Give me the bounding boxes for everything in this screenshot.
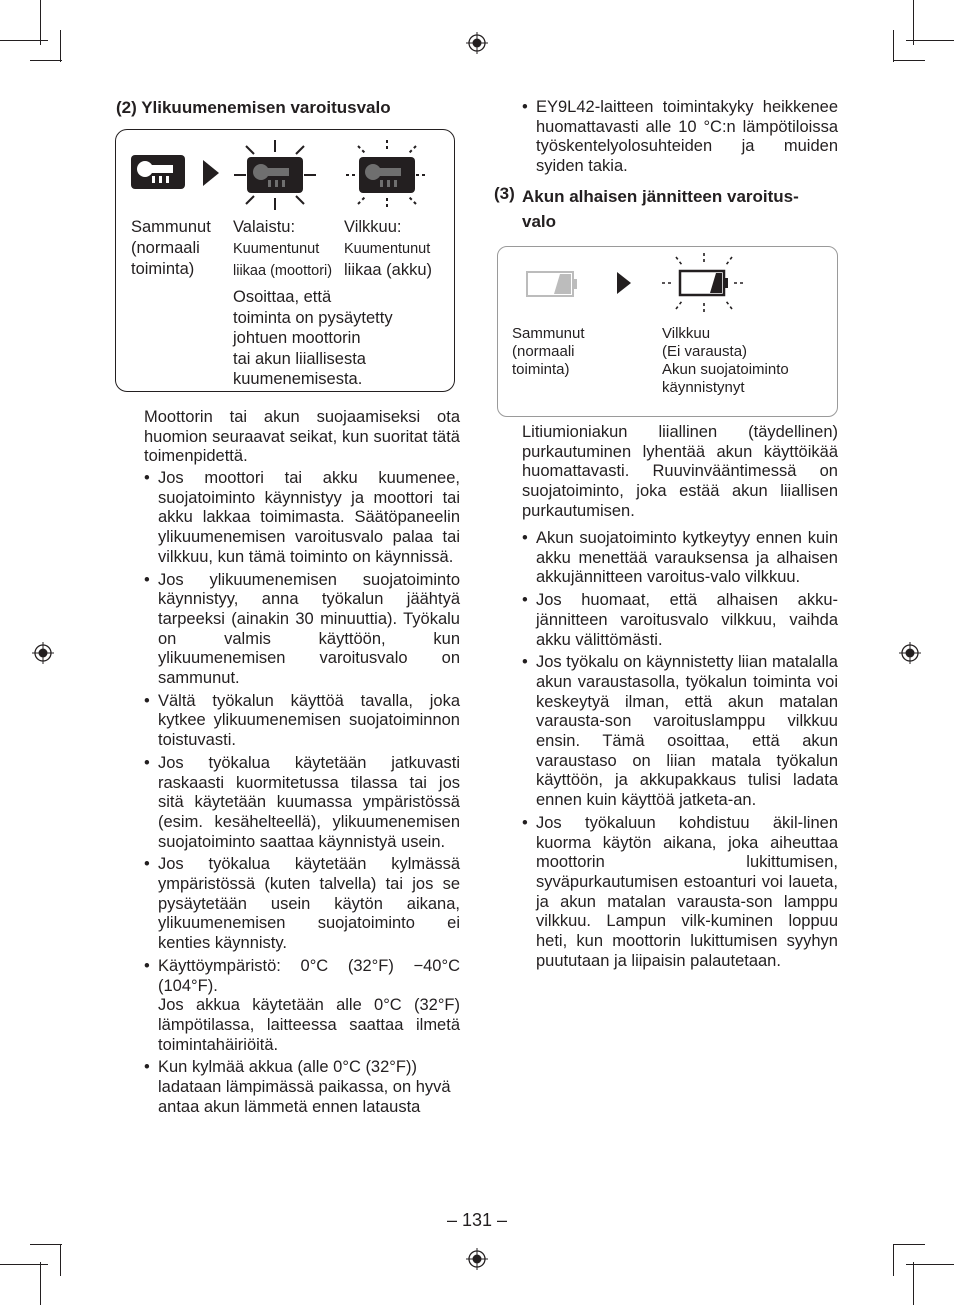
label-off: Sammunut (normaali toiminta) — [131, 218, 211, 278]
crop-mark — [893, 1244, 894, 1276]
list-item: • Jos työkaluun kohdistuu äkil-linen kuorma käytön aikana, joka aiheuttaa moottorin lukittumisen, syväpurkautumisen estoanturi voi laueta, ja akun matalan varausta-son lamppu vilkkuu. Lampun vilk-kuminen loppuu heti, kun moottorin lukittumisen syyhyn puututaan ja liipaisin palautetaan. — [522, 814, 838, 972]
list-item: • Vältä työkalun käyttöä tavalla, joka kytkee ylikuumenemisen suojatoiminnon toistuvasti. — [144, 692, 460, 751]
arrow-right-icon — [617, 272, 631, 294]
list-item: • Jos huomaat, että alhaisen akku-jännitteen varoitusvalo vilkkuu, vaihda akku välittömästi. — [522, 591, 838, 650]
battery-label-blink: Vilkkuu (Ei varausta) Akun suojatoiminto käynnistynyt — [662, 325, 789, 396]
registration-mark-icon — [32, 642, 54, 664]
section-heading-number: (3) — [494, 184, 515, 203]
crop-mark — [893, 1244, 925, 1245]
list-item: • Jos työkalua käytetään jatkuvasti raskaasti kuormitetussa tilassa tai jos sitä käytetään kuumassa ympäristössä (esim. kesähelteellä), ylikuumenemisen suojatoiminto saattaa käynnistyä usein. — [144, 754, 460, 853]
crop-mark — [30, 1244, 62, 1245]
section-heading-low-voltage: Akun alhaisen jännitteen varoitus- valo — [522, 187, 799, 231]
low-voltage-diagram-box — [497, 246, 838, 417]
battery-label-off: Sammunut (normaali toiminta) — [512, 325, 585, 378]
label-blink: Vilkkuu: Kuumentunut liikaa (akku) — [344, 218, 433, 279]
registration-mark-icon — [466, 1248, 488, 1270]
thermometer-blink-icon — [346, 140, 428, 210]
overheat-diagram-box — [115, 129, 455, 392]
crop-mark — [60, 30, 61, 62]
crop-mark — [60, 1244, 61, 1276]
crop-mark — [893, 30, 894, 62]
list-item: • Jos työkalu on käynnistetty liian matalalla akun varaustasolla, työkalun toiminta voi keskeytyä ilman, että akun matalan varausta-son varoituslamppu vilkkuu ensin. Tämä osoittaa, että akun varaustaso on liian matala työkalun käyttöön, ja akkupakkaus tulisi ladata ennen kuin käyttöä jatketa-an. — [522, 653, 838, 811]
list-item: • Kun kylmää akkua (alle 0°C (32°F)) ladataan lämpimässä paikassa, on hyvä antaa akun lämmetä ennen latausta — [144, 1058, 460, 1117]
low-voltage-intro: Litiumioniakun liiallinen (täydellinen) purkautuminen lyhentää akun käyttöikää huomattavasti. Ruuvinvääntimessä on suojatoiminto, joka estää akun liiallisen purkautumisen. — [522, 423, 838, 520]
section-heading-overheat: (2) Ylikuumenemisen varoitusvalo — [116, 98, 391, 117]
battery-off-icon — [526, 271, 578, 297]
list-item: • Käyttöympäristö: 0°C (32°F) −40°C (104°F). Jos akkua käytetään alle 0°C (32°F) lämpötilassa, laitteessa saattaa ilmetä toimintahäiriöitä. — [144, 957, 460, 1056]
list-item: • Jos moottori tai akku kuumenee, suojatoiminto käynnistyy ja moottori tai akku lakkaa toimimasta. Säätöpaneelin ylikuumenemisen varoitusvalo palaa tai vilkkuu, kun tämä toiminto on käynnissä. — [144, 469, 460, 568]
crop-mark — [913, 1262, 914, 1305]
list-item: • Jos työkalua käytetään kylmässä ympäristössä (kuten talvella) tai jos se pysäytetään usein käytön aikana, ylikuumenemisen suojatoiminto ei kenties käynnisty. — [144, 855, 460, 954]
list-item: • Akun suojatoiminto kytkeytyy ennen kuin akku menettää varauksensa ja alhaisen akkujännitteen varoitus-valo vilkkuu. — [522, 529, 838, 588]
thermometer-lit-icon — [234, 140, 316, 210]
performance-bullet — [522, 98, 838, 180]
registration-mark-icon — [466, 32, 488, 54]
crop-mark — [40, 1262, 41, 1305]
crop-mark — [913, 0, 914, 45]
overheat-note: Osoittaa, että toiminta on pysäytetty johtuen moottorin tai akun liiallisesta kuumenemisesta. — [233, 288, 393, 388]
list-item: • Jos ylikuumenemisen suojatoiminto käynnistyy, anna työkalun jäähtyä tarpeeksi (ainakin 30 minuuttia). Työkalu on valmis käyttöön, kun ylikuumenemisen varoitusvalo on sammunut. — [144, 571, 460, 689]
list-item: • EY9L42-laitteen toimintakyky heikkenee huomattavasti alle 10 °C:n lämpötiloissa työskentelyolosuhteiden ja muiden syiden takia. — [522, 98, 838, 177]
crop-mark — [40, 0, 41, 45]
crop-mark — [30, 60, 62, 61]
low-voltage-bullet-list — [522, 529, 838, 974]
registration-mark-icon — [899, 642, 921, 664]
battery-blink-icon — [662, 253, 746, 313]
thermometer-off-icon — [130, 154, 186, 190]
page-number: – 131 – — [446, 1210, 508, 1230]
label-lit: Valaistu: Kuumentunut liikaa (moottori) — [233, 218, 333, 279]
overheat-intro: Moottorin tai akun suojaamiseksi ota huomion seuraavat seikat, kun suoritat tätä toimenpidettä. — [144, 408, 460, 466]
crop-mark — [893, 60, 925, 61]
overheat-bullet-list — [144, 469, 460, 1121]
arrow-right-icon — [203, 160, 219, 186]
